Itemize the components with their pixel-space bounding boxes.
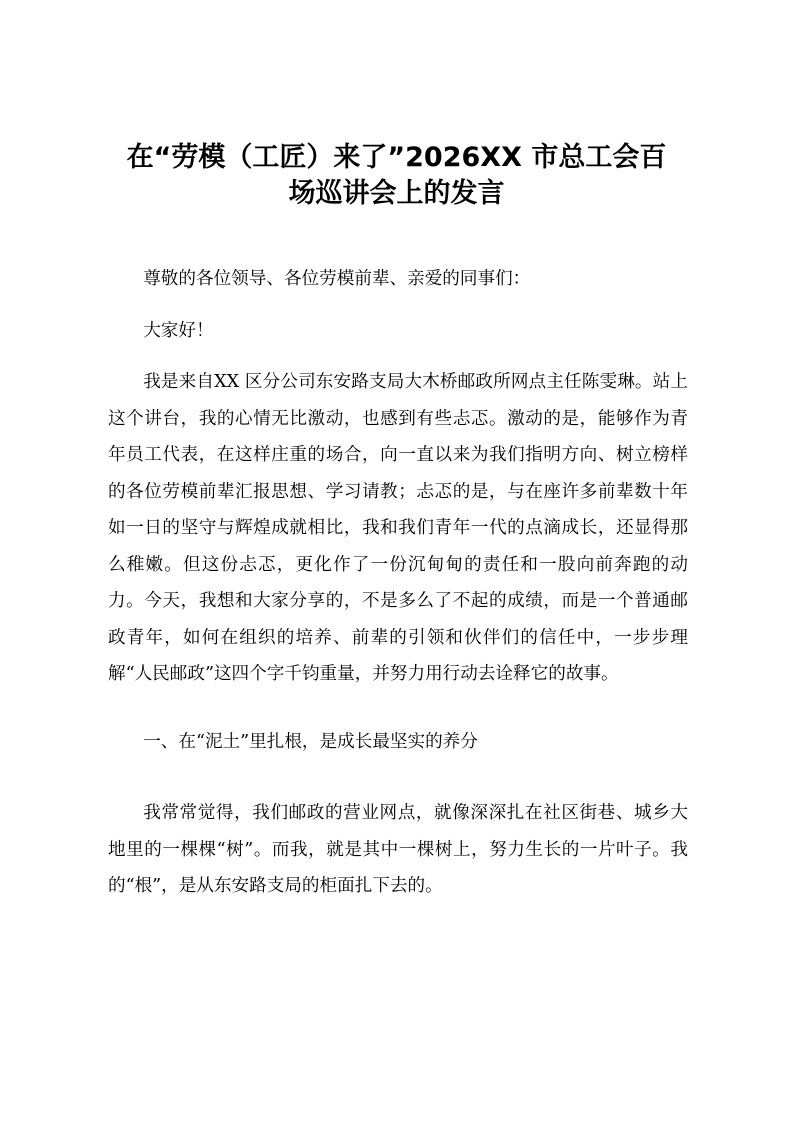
section-1-paragraph-text: 我常常觉得，我们邮政的营业网点，就像深深扎在社区街巷、城乡大地里的一棵棵“树”。而我，就是其中一棵树上，努力生长的一片叶子。我的“根”，是从东安路支局的柜面扎下去的。 (108, 803, 688, 896)
title-line-2: 场巡讲会上的发言 (288, 178, 505, 209)
title-line-1: 在“劳模（工匠）来了”2026XX 市总工会百 (126, 142, 667, 173)
intro-paragraph (108, 364, 688, 693)
intro-text: 我是来自XX 区分公司东安路支局大木桥邮政所网点主任陈雯琳。站上这个讲台，我的心情无比激动，也感到有些忐忑。激动的是，能够作为青年员工代表，在这样庄重的场合，向一直以来为我们指明方向、树立榜样的各位劳模前辈汇报思想、学习请教；忐忑的是，与在座许多前辈数十年如一日的坚守与辉煌成就相比，我和我们青年一代的点滴成长，还显得那么稚嫩。但这份忐忑，更化作了一份沉甸甸的责任和一股向前奔跑的动力。今天，我想和大家分享的，不是多么了不起的成绩，而是一个普通邮政青年，如何在组织的培养、前辈的引领和伙伴们的信任中，一步步理解“人民邮政”这四个字千钧重量，并努力用行动去诠释它的故事。 (108, 372, 688, 684)
greeting-paragraph (108, 261, 688, 298)
greeting-text: 尊敬的各位领导、各位劳模前辈、亲爱的同事们： (143, 269, 531, 289)
hello-text: 大家好！ (143, 321, 214, 341)
section-1-paragraph (108, 795, 688, 905)
section-1-heading (108, 724, 688, 761)
hello-paragraph (108, 313, 688, 350)
section-1-heading-text: 一、在“泥土”里扎根，是成长最坚实的养分 (143, 732, 478, 752)
document-title (100, 140, 693, 212)
